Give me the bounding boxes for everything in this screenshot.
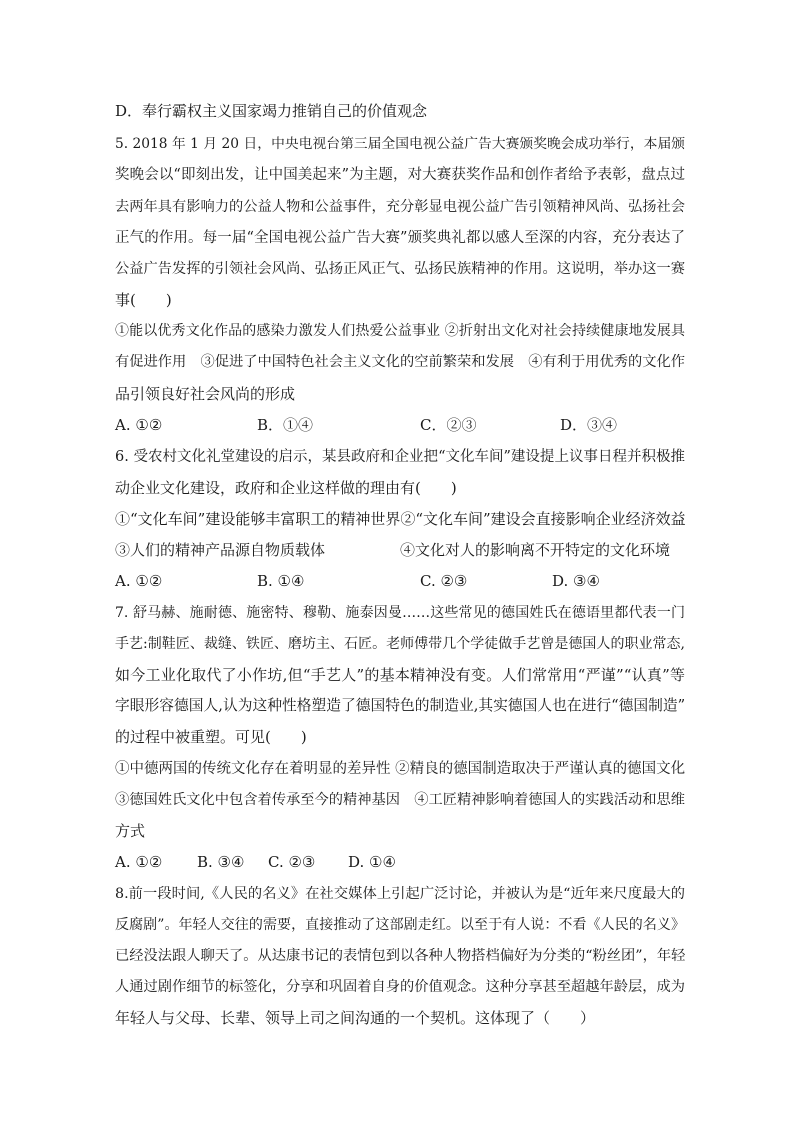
q5-stem-line: 正气的作用。每一届“全国电视公益广告大赛”颁奖典礼都以感人至深的内容，充分表达了	[115, 230, 685, 246]
q7-option-b[interactable]: B. ③④	[197, 853, 245, 871]
q7-stem-line: 如今工业化取代了小作坊,但“手艺人”的基本精神没有变。人们常常用“严谨”“认真”等	[115, 666, 685, 684]
q5-statement-line: ①能以优秀文化作品的感染力激发人们热爱公益事业 ②折射出文化对社会持续健康地发展具	[115, 323, 685, 339]
q6-stem-line: 动企业文化建设，政府和企业这样做的理由有( )	[115, 479, 457, 497]
q5-option-a[interactable]: A. ①②	[115, 416, 163, 434]
q7-statement-line: ①中德两国的传统文化存在着明显的差异性 ②精良的德国制造取决于严谨认真的德国文化	[115, 761, 686, 777]
q7-option-c[interactable]: C. ②③	[268, 853, 316, 871]
q8-stem-line: 年轻人与父母、长辈、领导上司之间沟通的一个契机。这体现了（ ）	[115, 1009, 596, 1027]
q6-option-b[interactable]: B. ①④	[257, 572, 305, 590]
q8-stem-line: 反腐剧”。年轻人交往的需要，直接推动了这部剧走红。以至于有人说：不看《人民的名义》	[115, 917, 685, 933]
q6-options	[115, 571, 715, 591]
q7-statement-line: ③德国姓氏文化中包含着传承至今的精神基因 ④工匠精神影响着德国人的实践活动和思维	[115, 792, 686, 808]
q5-statement-line: 有促进作用 ③促进了中国特色社会主义文化的空前繁荣和发展 ④有利于用优秀的文化作	[115, 354, 686, 370]
q5-option-d[interactable]: D．③④	[560, 416, 618, 434]
q6-stem-line: 6. 受农村文化礼堂建设的启示，某县政府和企业把“文化车间”建设提上议事日程并积极推	[115, 449, 685, 465]
q6-option-a[interactable]: A. ①②	[115, 572, 163, 590]
q5-statement-line: 品引领良好社会风尚的形成	[115, 385, 296, 403]
q8-stem-line: 8.前一段时间,《人民的名义》在社交媒体上引起广泛讨论，并被认为是“近年来尺度最大的	[115, 886, 685, 902]
q5-stem-line: 5. 2018 年 1 月 20 日，中央电视台第三届全国电视公益广告大赛颁奖晚会成功举行，本届颁	[115, 136, 685, 152]
q7-stem-line: 7. 舒马赫、施耐德、施密特、穆勒、施泰因曼……这些常见的德国姓氏在德语里都代表一门	[115, 605, 685, 621]
q5-stem-line: 去两年具有影响力的公益人物和公益事件，充分彰显电视公益广告引领精神风尚、弘扬社会	[115, 199, 686, 215]
q5-stem-line: 公益广告发挥的引领社会风尚、弘扬正风正气、弘扬民族精神的作用。这说明，举办这一赛	[115, 261, 686, 277]
q6-option-c[interactable]: C. ②③	[420, 572, 468, 590]
q7-stem-line: 字眼形容德国人,认为这种性格塑造了德国特色的制造业,其实德国人也在进行“德国制造”	[115, 697, 686, 714]
q6-statement-line: ①“文化车间”建设能够丰富职工的精神世界②“文化车间”建设会直接影响企业经济效益	[115, 510, 686, 528]
q5-stem-line: 事( )	[115, 291, 172, 309]
q7-stem-line: 手艺:制鞋匠、裁缝、铁匠、磨坊主、石匠。老师傅带几个学徒做手艺曾是德国人的职业常态,	[115, 636, 685, 652]
q5-option-c[interactable]: C．②③	[420, 416, 477, 434]
q7-option-d[interactable]: D. ①④	[348, 853, 396, 871]
q6-statement-line: ③人们的精神产品源自物质载体 ④文化对人的影响离不开特定的文化环境	[115, 541, 671, 559]
q7-statement-line: 方式	[115, 822, 146, 840]
q5-options	[115, 415, 715, 435]
q7-stem-line: 的过程中被重塑。可见( )	[115, 728, 307, 746]
q5-stem-line: 奖晚会以“即刻出发，让中国美起来”为主题，对大赛获奖作品和创作者给予表彰，盘点过	[115, 167, 685, 183]
q8-stem-line: 已经没法跟人聊天了。从达康书记的表情包到以各种人物搭档偏好为分类的“粉丝团”，年轻	[115, 948, 686, 964]
q6-option-d[interactable]: D. ③④	[552, 572, 600, 590]
q4-option-d: D．奉行霸权主义国家竭力推销自己的价值观念	[115, 102, 428, 120]
q7-option-a[interactable]: A. ①②	[115, 853, 163, 871]
q8-stem-line: 人通过剧作细节的标签化，分享和巩固着自身的价值观念。这种分享甚至超越年龄层，成为	[115, 979, 686, 995]
q5-option-b[interactable]: B．①④	[257, 416, 314, 434]
q7-options	[115, 852, 715, 872]
